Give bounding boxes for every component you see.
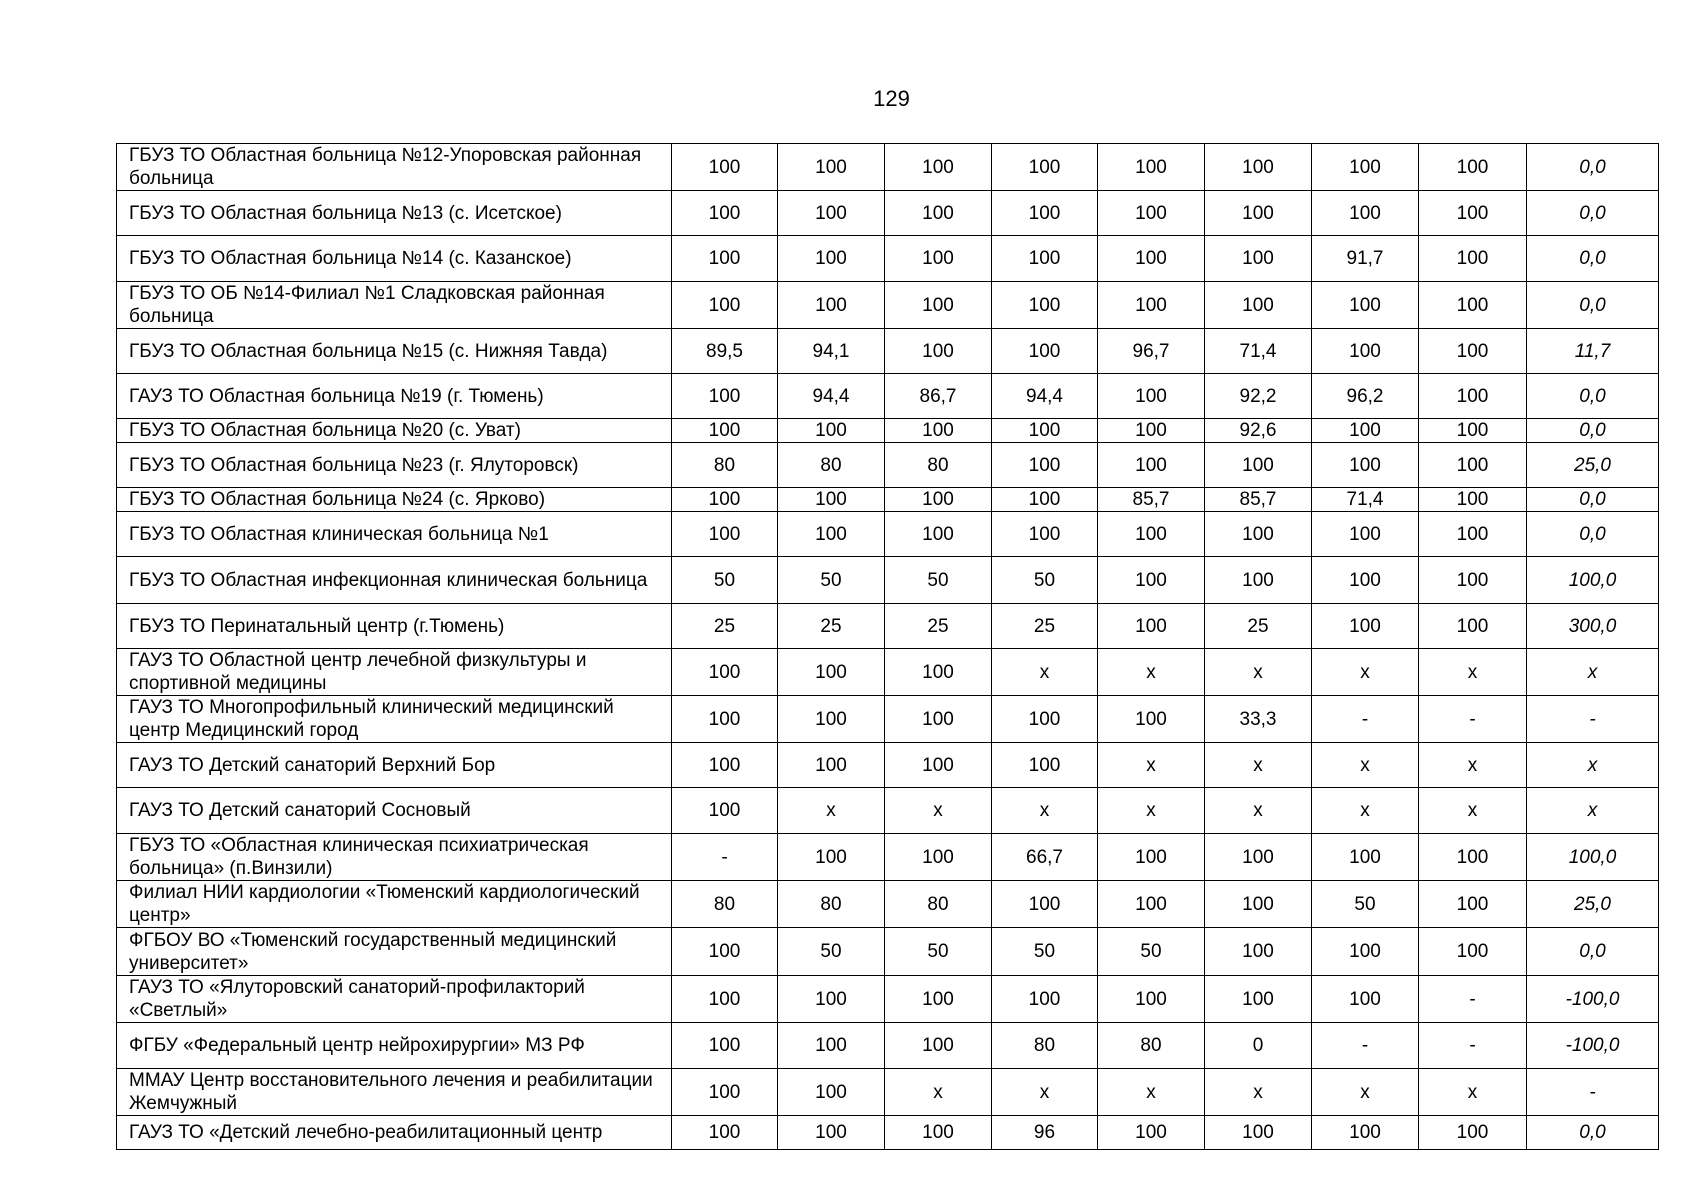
value-cell: 100 (672, 419, 778, 443)
value-cell: 100 (778, 743, 885, 788)
value-cell: 100 (1098, 881, 1205, 928)
institution-name-cell: Филиал НИИ кардиологии «Тюменский кардиологический центр» (117, 881, 672, 928)
value-cell: 25 (1205, 604, 1312, 649)
value-cell: 100 (1098, 144, 1205, 191)
institution-name-cell: ГАУЗ ТО Детский санаторий Сосновый (117, 788, 672, 834)
value-cell: 33,3 (1205, 696, 1312, 743)
value-cell: 100 (672, 191, 778, 236)
value-cell: 100 (672, 282, 778, 329)
value-cell: 100 (1098, 419, 1205, 443)
value-cell: 50 (885, 557, 992, 604)
value-cell: 100 (1419, 488, 1527, 512)
value-cell: 80 (885, 881, 992, 928)
value-cell: 100 (1312, 604, 1419, 649)
change-percent-cell: 0,0 (1527, 512, 1659, 557)
value-cell: 92,2 (1205, 374, 1312, 419)
change-percent-cell: 0,0 (1527, 928, 1659, 976)
value-cell: 96,2 (1312, 374, 1419, 419)
value-cell: x (1205, 649, 1312, 696)
value-cell: 100 (1419, 282, 1527, 329)
value-cell: 100 (1312, 329, 1419, 374)
value-cell: 80 (885, 443, 992, 488)
value-cell: 100 (1205, 282, 1312, 329)
value-cell: 0 (1205, 1023, 1312, 1069)
value-cell: 100 (1098, 282, 1205, 329)
value-cell: 50 (992, 557, 1098, 604)
value-cell: x (992, 649, 1098, 696)
change-percent-cell: 300,0 (1527, 604, 1659, 649)
value-cell: 100 (1205, 443, 1312, 488)
institution-name-cell: ГБУЗ ТО Областная больница №24 (с. Ярково) (117, 488, 672, 512)
table-row (117, 1023, 1659, 1069)
value-cell: x (1419, 649, 1527, 696)
institution-name-cell: ГАУЗ ТО «Детский лечебно-реабилитационный центр (117, 1116, 672, 1150)
value-cell: 100 (1205, 834, 1312, 881)
value-cell: 50 (1312, 881, 1419, 928)
value-cell: 50 (672, 557, 778, 604)
value-cell: 100 (1419, 443, 1527, 488)
value-cell: - (1419, 976, 1527, 1023)
change-percent-cell: 0,0 (1527, 419, 1659, 443)
value-cell: 80 (778, 881, 885, 928)
value-cell: 100 (778, 191, 885, 236)
table-row (117, 557, 1659, 604)
value-cell: 100 (1205, 191, 1312, 236)
value-cell: 50 (885, 928, 992, 976)
value-cell: 100 (672, 512, 778, 557)
value-cell: 100 (672, 1069, 778, 1116)
value-cell: x (1205, 743, 1312, 788)
change-percent-cell: x (1527, 743, 1659, 788)
page-number: 129 (873, 86, 910, 111)
value-cell: 94,1 (778, 329, 885, 374)
change-percent-cell: 25,0 (1527, 443, 1659, 488)
institution-name-cell: ММАУ Центр восстановительного лечения и реабилитации Жемчужный (117, 1069, 672, 1116)
table-row (117, 512, 1659, 557)
value-cell: 80 (672, 443, 778, 488)
value-cell: 100 (1098, 236, 1205, 282)
value-cell: x (1419, 1069, 1527, 1116)
value-cell: x (1419, 788, 1527, 834)
value-cell: 100 (778, 488, 885, 512)
value-cell: x (1205, 1069, 1312, 1116)
table-row (117, 976, 1659, 1023)
value-cell: 100 (992, 236, 1098, 282)
value-cell: 100 (778, 1023, 885, 1069)
value-cell: 100 (1312, 282, 1419, 329)
value-cell: 100 (992, 743, 1098, 788)
institution-name-cell: ГБУЗ ТО Областная инфекционная клиническая больница (117, 557, 672, 604)
value-cell: x (1312, 1069, 1419, 1116)
value-cell: x (1312, 649, 1419, 696)
value-cell: x (1098, 649, 1205, 696)
value-cell: x (885, 1069, 992, 1116)
change-percent-cell: - (1527, 696, 1659, 743)
table-row (117, 788, 1659, 834)
value-cell: - (672, 834, 778, 881)
table-row (117, 236, 1659, 282)
change-percent-cell: 11,7 (1527, 329, 1659, 374)
value-cell: - (1312, 696, 1419, 743)
institution-name-cell: ГАУЗ ТО Многопрофильный клинический медицинский центр Медицинский город (117, 696, 672, 743)
change-percent-cell: 0,0 (1527, 236, 1659, 282)
value-cell: 100 (1419, 1116, 1527, 1150)
value-cell: 100 (778, 144, 885, 191)
value-cell: 85,7 (1205, 488, 1312, 512)
value-cell: x (1098, 1069, 1205, 1116)
value-cell: 100 (885, 834, 992, 881)
value-cell: 100 (672, 374, 778, 419)
value-cell: 100 (778, 976, 885, 1023)
institution-name-cell: ГБУЗ ТО Областная больница №14 (с. Казанское) (117, 236, 672, 282)
table-row (117, 604, 1659, 649)
value-cell: 25 (672, 604, 778, 649)
table-row (117, 649, 1659, 696)
value-cell: 80 (992, 1023, 1098, 1069)
value-cell: 94,4 (992, 374, 1098, 419)
value-cell: 100 (885, 512, 992, 557)
value-cell: x (992, 1069, 1098, 1116)
institution-name-cell: ГБУЗ ТО «Областная клиническая психиатрическая больница» (п.Винзили) (117, 834, 672, 881)
value-cell: 86,7 (885, 374, 992, 419)
value-cell: 100 (1098, 1116, 1205, 1150)
value-cell: x (1419, 743, 1527, 788)
value-cell: 100 (1098, 512, 1205, 557)
table-row (117, 834, 1659, 881)
table-row (117, 928, 1659, 976)
value-cell: 80 (778, 443, 885, 488)
value-cell: 100 (885, 649, 992, 696)
change-percent-cell: 0,0 (1527, 191, 1659, 236)
value-cell: x (992, 788, 1098, 834)
change-percent-cell: 100,0 (1527, 834, 1659, 881)
value-cell: 89,5 (672, 329, 778, 374)
value-cell: x (1098, 788, 1205, 834)
value-cell: 100 (672, 1023, 778, 1069)
value-cell: 100 (885, 1023, 992, 1069)
value-cell: 50 (1098, 928, 1205, 976)
table-row (117, 1116, 1659, 1150)
value-cell: 80 (672, 881, 778, 928)
table-row (117, 374, 1659, 419)
institution-name-cell: ГБУЗ ТО Перинатальный центр (г.Тюмень) (117, 604, 672, 649)
value-cell: 100 (1205, 976, 1312, 1023)
change-percent-cell: 0,0 (1527, 374, 1659, 419)
value-cell: 91,7 (1312, 236, 1419, 282)
value-cell: 100 (1419, 374, 1527, 419)
institution-name-cell: ГБУЗ ТО Областная клиническая больница №1 (117, 512, 672, 557)
value-cell: 50 (992, 928, 1098, 976)
value-cell: 100 (1312, 557, 1419, 604)
value-cell: 100 (1312, 512, 1419, 557)
value-cell: 71,4 (1205, 329, 1312, 374)
value-cell: 100 (885, 743, 992, 788)
value-cell: 100 (1098, 976, 1205, 1023)
value-cell: 100 (992, 976, 1098, 1023)
value-cell: 100 (885, 191, 992, 236)
change-percent-cell: 0,0 (1527, 282, 1659, 329)
value-cell: 100 (992, 191, 1098, 236)
value-cell: 100 (672, 236, 778, 282)
table-row (117, 144, 1659, 191)
value-cell: 100 (1419, 604, 1527, 649)
value-cell: 96,7 (1098, 329, 1205, 374)
value-cell: 100 (1312, 419, 1419, 443)
value-cell: 100 (1312, 834, 1419, 881)
value-cell: 100 (1098, 191, 1205, 236)
value-cell: x (778, 788, 885, 834)
value-cell: 100 (1098, 604, 1205, 649)
value-cell: 100 (778, 419, 885, 443)
change-percent-cell: 100,0 (1527, 557, 1659, 604)
value-cell: 50 (778, 557, 885, 604)
value-cell: 100 (1312, 191, 1419, 236)
value-cell: 100 (778, 282, 885, 329)
value-cell: 100 (672, 788, 778, 834)
institution-name-cell: ГБУЗ ТО Областная больница №13 (с. Исетское) (117, 191, 672, 236)
change-percent-cell: - (1527, 1069, 1659, 1116)
value-cell: 100 (1312, 928, 1419, 976)
value-cell: 100 (885, 488, 992, 512)
value-cell: 100 (885, 696, 992, 743)
value-cell: 85,7 (1098, 488, 1205, 512)
value-cell: 100 (672, 976, 778, 1023)
value-cell: 92,6 (1205, 419, 1312, 443)
data-table (116, 143, 1659, 1150)
value-cell: 100 (1312, 976, 1419, 1023)
value-cell: 100 (885, 144, 992, 191)
value-cell: 100 (672, 488, 778, 512)
institution-name-cell: ГБУЗ ТО Областная больница №12-Упоровская районная больница (117, 144, 672, 191)
table-row (117, 488, 1659, 512)
table-row (117, 743, 1659, 788)
change-percent-cell: x (1527, 788, 1659, 834)
value-cell: 100 (1419, 928, 1527, 976)
value-cell: 100 (1419, 144, 1527, 191)
value-cell: x (1312, 743, 1419, 788)
value-cell: 100 (1419, 834, 1527, 881)
value-cell: 66,7 (992, 834, 1098, 881)
table-row (117, 282, 1659, 329)
value-cell: 100 (885, 1116, 992, 1150)
institution-name-cell: ФГБОУ ВО «Тюменский государственный медицинский университет» (117, 928, 672, 976)
value-cell: 100 (1419, 236, 1527, 282)
value-cell: 100 (992, 282, 1098, 329)
value-cell: 100 (672, 649, 778, 696)
value-cell: 100 (778, 696, 885, 743)
change-percent-cell: -100,0 (1527, 1023, 1659, 1069)
value-cell: 100 (885, 329, 992, 374)
table-row (117, 191, 1659, 236)
value-cell: 100 (1205, 144, 1312, 191)
institution-name-cell: ГБУЗ ТО Областная больница №15 (с. Нижняя Тавда) (117, 329, 672, 374)
value-cell: 100 (1312, 443, 1419, 488)
change-percent-cell: x (1527, 649, 1659, 696)
value-cell: 100 (992, 419, 1098, 443)
value-cell: 100 (992, 443, 1098, 488)
value-cell: 100 (672, 928, 778, 976)
value-cell: 100 (778, 1069, 885, 1116)
value-cell: 100 (1098, 443, 1205, 488)
value-cell: 100 (672, 144, 778, 191)
value-cell: 100 (778, 649, 885, 696)
change-percent-cell: 0,0 (1527, 144, 1659, 191)
value-cell: 80 (1098, 1023, 1205, 1069)
value-cell: 50 (778, 928, 885, 976)
value-cell: 100 (778, 1116, 885, 1150)
value-cell: x (885, 788, 992, 834)
table-row (117, 881, 1659, 928)
value-cell: 100 (1419, 557, 1527, 604)
table-row (117, 696, 1659, 743)
value-cell: 100 (885, 419, 992, 443)
institution-name-cell: ФГБУ «Федеральный центр нейрохирургии» МЗ РФ (117, 1023, 672, 1069)
value-cell: 100 (1205, 236, 1312, 282)
table-row (117, 1069, 1659, 1116)
value-cell: - (1312, 1023, 1419, 1069)
table-row (117, 329, 1659, 374)
value-cell: 100 (885, 236, 992, 282)
change-percent-cell: -100,0 (1527, 976, 1659, 1023)
value-cell: 96 (992, 1116, 1098, 1150)
institution-name-cell: ГБУЗ ТО Областная больница №23 (г. Ялуторовск) (117, 443, 672, 488)
value-cell: 100 (1205, 512, 1312, 557)
value-cell: 25 (778, 604, 885, 649)
institution-name-cell: ГБУЗ ТО Областная больница №20 (с. Уват) (117, 419, 672, 443)
value-cell: 100 (1098, 374, 1205, 419)
value-cell: 100 (1098, 834, 1205, 881)
value-cell: - (1419, 1023, 1527, 1069)
change-percent-cell: 0,0 (1527, 488, 1659, 512)
value-cell: 100 (1419, 512, 1527, 557)
value-cell: x (1205, 788, 1312, 834)
value-cell: 100 (1312, 144, 1419, 191)
value-cell: 100 (1205, 557, 1312, 604)
change-percent-cell: 0,0 (1527, 1116, 1659, 1150)
table-row (117, 419, 1659, 443)
value-cell: 100 (1419, 881, 1527, 928)
value-cell: 100 (672, 1116, 778, 1150)
value-cell: x (1312, 788, 1419, 834)
value-cell: 94,4 (778, 374, 885, 419)
value-cell: 100 (672, 743, 778, 788)
institution-name-cell: ГАУЗ ТО Областной центр лечебной физкультуры и спортивной медицины (117, 649, 672, 696)
change-percent-cell: 25,0 (1527, 881, 1659, 928)
value-cell: 100 (672, 696, 778, 743)
value-cell: 100 (885, 976, 992, 1023)
value-cell: 100 (992, 144, 1098, 191)
institution-name-cell: ГАУЗ ТО Детский санаторий Верхний Бор (117, 743, 672, 788)
value-cell: 100 (1205, 928, 1312, 976)
institution-name-cell: ГАУЗ ТО «Ялуторовский санаторий-профилакторий «Светлый» (117, 976, 672, 1023)
value-cell: 100 (992, 488, 1098, 512)
value-cell: 100 (992, 881, 1098, 928)
institution-name-cell: ГАУЗ ТО Областная больница №19 (г. Тюмень) (117, 374, 672, 419)
value-cell: 100 (778, 512, 885, 557)
value-cell: - (1419, 696, 1527, 743)
value-cell: 100 (778, 834, 885, 881)
value-cell: 100 (1312, 1116, 1419, 1150)
value-cell: 25 (885, 604, 992, 649)
value-cell: 100 (1419, 191, 1527, 236)
value-cell: x (1098, 743, 1205, 788)
value-cell: 100 (885, 282, 992, 329)
value-cell: 100 (1205, 1116, 1312, 1150)
value-cell: 25 (992, 604, 1098, 649)
value-cell: 100 (1419, 419, 1527, 443)
value-cell: 71,4 (1312, 488, 1419, 512)
table-row (117, 443, 1659, 488)
value-cell: 100 (1098, 557, 1205, 604)
value-cell: 100 (1205, 881, 1312, 928)
value-cell: 100 (1419, 329, 1527, 374)
value-cell: 100 (992, 512, 1098, 557)
value-cell: 100 (992, 329, 1098, 374)
value-cell: 100 (778, 236, 885, 282)
value-cell: 100 (992, 696, 1098, 743)
value-cell: 100 (1098, 696, 1205, 743)
institution-name-cell: ГБУЗ ТО ОБ №14-Филиал №1 Сладковская районная больница (117, 282, 672, 329)
